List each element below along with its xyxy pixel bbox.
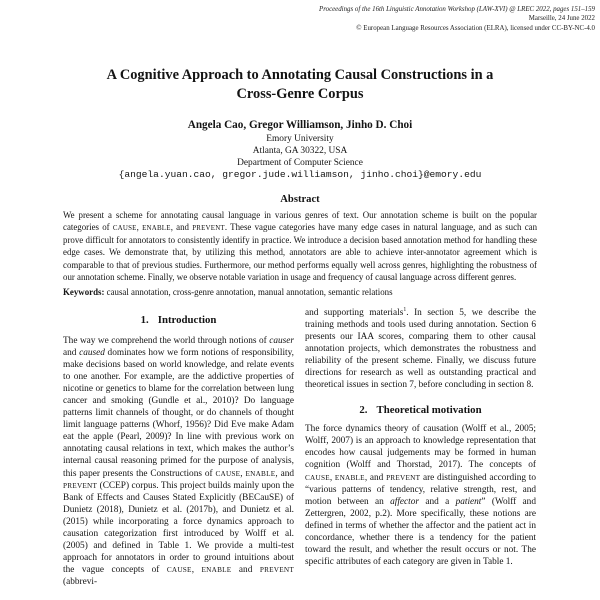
abstract-text: We present a scheme for annotating causal language in various genres of text. Our annotation scheme is built on the popular categories of CAUSE, ENABLE, and PREVENT. These vague categories have many edge cases in natural language, and as such can prove difficult for annotators to consistently identify in practice. We introduce a decision based annotation method for handling these edge cases. We demonstrate that, by utilizing this method, annotators are able to achieve inter-annotator agreement which is comparable to that of previous studies. Furthermore, our method performs equally well across genres, highlighting the robustness of our annotation scheme. Finally, we observe notable variation in usage and frequency of causal language across different genres. [63, 210, 538, 282]
right-column [305, 304, 536, 600]
keywords-label: Keywords: [63, 287, 105, 297]
affiliation-block [0, 133, 600, 169]
body-columns [63, 304, 537, 600]
abstract-heading: Abstract [280, 194, 320, 205]
affiliation-department: Department of Computer Science [237, 158, 363, 168]
section-1-title: Introduction [157, 314, 217, 326]
left-column [63, 304, 294, 600]
authors-line: Angela Cao, Gregor Williamson, Jinho D. Choi [187, 119, 413, 131]
email-line: {angela.yuan.cao, gregor.jude.williamson, jinho.choi}@emory.edu [118, 169, 482, 180]
section-2-title: Theoretical motivation [376, 404, 482, 417]
section-1-heading [63, 314, 294, 326]
proceedings-line-2: Marseille, 24 June 2022 [528, 15, 595, 23]
introduction-paragraph: The way we comprehend the world through notions of causer and caused dominates how we form notions of responsibility, make decisions based on world knowledge, and relate events to one another. For example, are the addictive properties of nicotine or genetics to blame for the correlation between lung cancer and smoking (Gundle et al., 2010)? Do language patterns limit channels of thought, or do channels of thought limit language patterns (Whorf, 1956)? Did Eve make Adam eat the apple (Pearl, 2009)? In line with previous work on annotating causal relations in text, which makes the author’s internal causal reasoning primed for the purpose of analysis, this paper presents the Constructions of CAUSE, ENABLE, and PREVENT (CCEP) corpus. This project builds mainly upon the Bank of Effects and Causes Stated Explicitly (BECauSE) of Dunietz (2018), Dunietz et al. (2017b), and Dunietz et al. (2015) while incorporating a force dynamics approach to causation categorization first introduced by Wolff et al. (2005) and defined in Table 1. We provide a multi-test approach for annotators in order to ground intuitions about the vague concepts of CAUSE, ENABLE and PREVENT (abbrevi- [63, 336, 294, 587]
proceedings-line-1: Proceedings of the 16th Linguistic Annotation Workshop (LAW-XVI) @ LREC 2022, pages 151–159 [318, 6, 595, 13]
keywords-line [63, 286, 537, 298]
paper-title: A Cognitive Approach to Annotating Causal Constructions in a Cross-Genre Corpus [106, 67, 494, 102]
keywords-text: causal annotation, cross-genre annotation, manual annotation, semantic relations [106, 287, 393, 297]
theoretical-motivation-paragraph: The force dynamics theory of causation (Wolff et al., 2005; Wolff, 2007) is an approach to knowledge representation that encodes how causal judgements may be formed in human cognition (Wolff and Thorstad, 2017). The concepts of CAUSE, ENABLE, and PREVENT are distinguished according to “various patterns of tendency, relative strength, rest, and motion between an affector and a patient” (Wolff and Zettergren, 2002, p.2). More specifically, these notions are defined in terms of whether the affector and the patient act in concordance, whether there is a tendency for the patient toward the result, and whether the result occurs or not. The specific attributes of each category are given in Table 1. [305, 424, 536, 567]
proceedings-header [319, 5, 595, 33]
affiliation-university: Emory University [266, 134, 334, 144]
overview-paragraph: and supporting materials$^1$. In section 5, we describe the training methods and tools used during annotation. Section 6 presents our IAA scores, comparing them to other causal annotation projects, which demonstrates the robustness and reliability of the present scheme. Finally, we discuss future directions for research as well as outstanding practical and theoretical issues in section 7, before concluding in section 8. [305, 306, 536, 391]
section-1-number: 1. [140, 314, 149, 326]
section-2-heading [305, 404, 536, 416]
proceedings-line-3: © European Language Resources Association (ELRA), licensed under CC-BY-NC-4.0 [356, 24, 595, 32]
section-2-number: 2. [359, 404, 368, 417]
affiliation-address: Atlanta, GA 30322, USA [252, 146, 348, 156]
